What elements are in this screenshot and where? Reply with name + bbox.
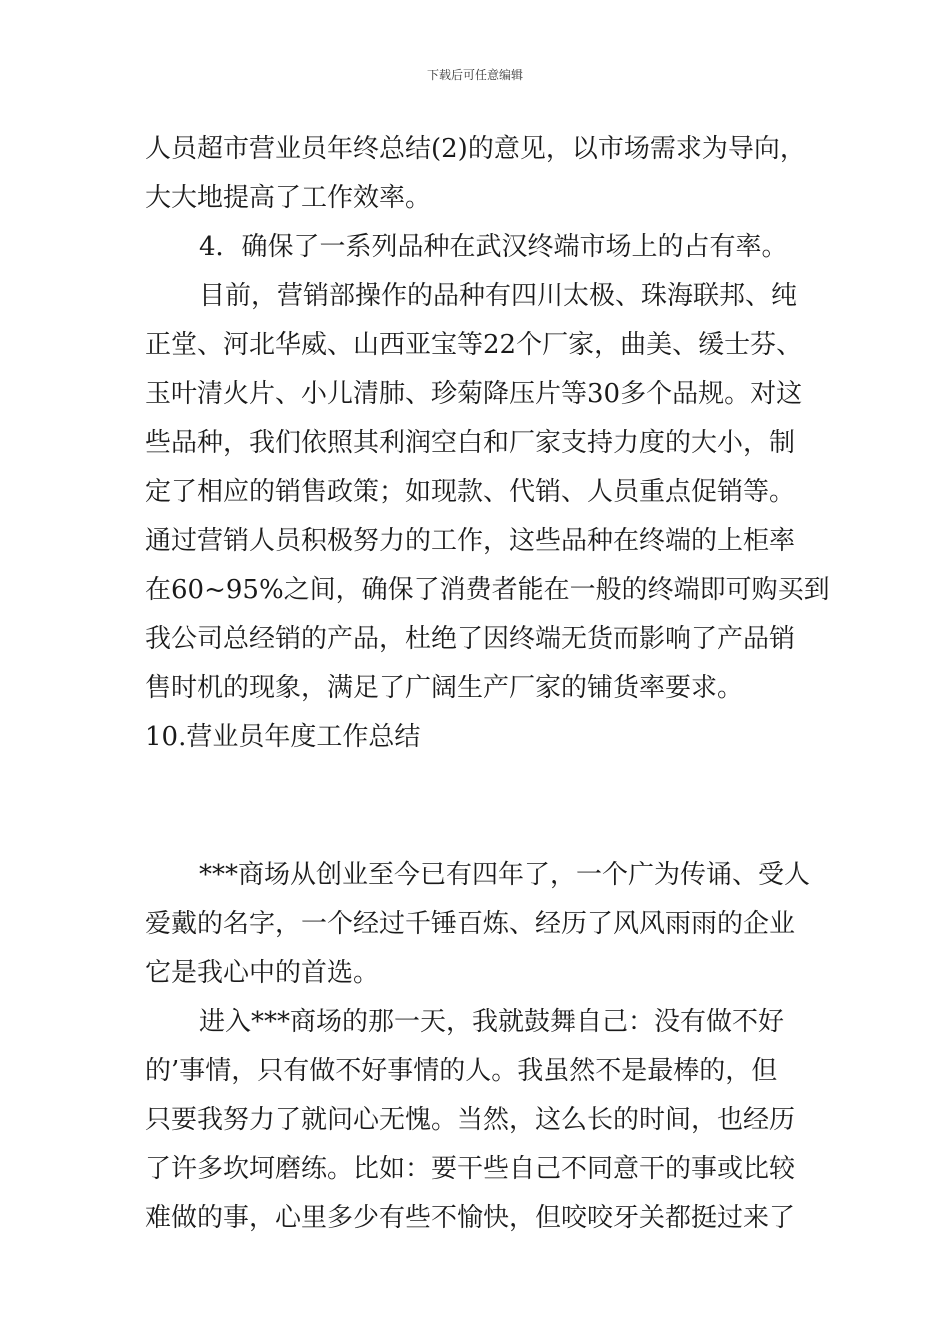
paragraph-line: 在60~95%之间，确保了消费者能在一般的终端即可购买到	[145, 575, 830, 605]
paragraph-line: 它是我心中的首选。	[145, 958, 380, 988]
paragraph-line: 进入***商场的那一天，我就鼓舞自己：没有做不好	[199, 1007, 785, 1037]
paragraph-line: 通过营销人员积极努力的工作，这些品种在终端的上柜率	[145, 526, 796, 556]
paragraph-line: 目前，营销部操作的品种有四川太极、珠海联邦、纯	[199, 281, 798, 311]
section-heading: 10.营业员年度工作总结	[145, 722, 421, 752]
blank-line	[145, 762, 810, 811]
paragraph-line: 些品种，我们依照其利润空白和厂家支持力度的大小，制	[145, 428, 796, 458]
paragraph-line: 的’事情，只有做不好事情的人。我虽然不是最棒的，但	[145, 1056, 778, 1086]
paragraph-line: 只要我努力了就问心无愧。当然，这么长的时间，也经历	[145, 1105, 796, 1135]
paragraph-line: 正堂、河北华威、山西亚宝等22个厂家，曲美、缓士芬、	[145, 330, 803, 360]
paragraph-line: 了许多坎坷磨练。比如：要干些自己不同意干的事或比较	[145, 1154, 796, 1184]
paragraph-line: 人员超市营业员年终总结(2)的意见，以市场需求为导向，	[145, 134, 806, 164]
list-item-heading: 4．确保了一系列品种在武汉终端市场上的占有率。	[199, 232, 788, 262]
paragraph-line: ***商场从创业至今已有四年了，一个广为传诵、受人	[199, 860, 811, 890]
paragraph-line: 我公司总经销的产品，杜绝了因终端无货而影响了产品销	[145, 624, 796, 654]
blank-line	[145, 811, 810, 851]
paragraph-line: 玉叶清火片、小儿清肺、珍菊降压片等30多个品规。对这	[145, 379, 803, 409]
page-header: 下载后可任意编辑	[426, 68, 523, 82]
document-body	[145, 125, 830, 1243]
paragraph-line: 大大地提高了工作效率。	[145, 183, 432, 213]
paragraph-line: 难做的事，心里多少有些不愉快，但咬咬牙关都挺过来了	[145, 1203, 796, 1233]
paragraph-line: 售时机的现象，满足了广阔生产厂家的铺货率要求。	[145, 673, 744, 703]
paragraph-line: 定了相应的销售政策；如现款、代销、人员重点促销等。	[145, 477, 796, 507]
paragraph-line: 爱戴的名字，一个经过千锤百炼、经历了风风雨雨的企业	[145, 909, 796, 939]
